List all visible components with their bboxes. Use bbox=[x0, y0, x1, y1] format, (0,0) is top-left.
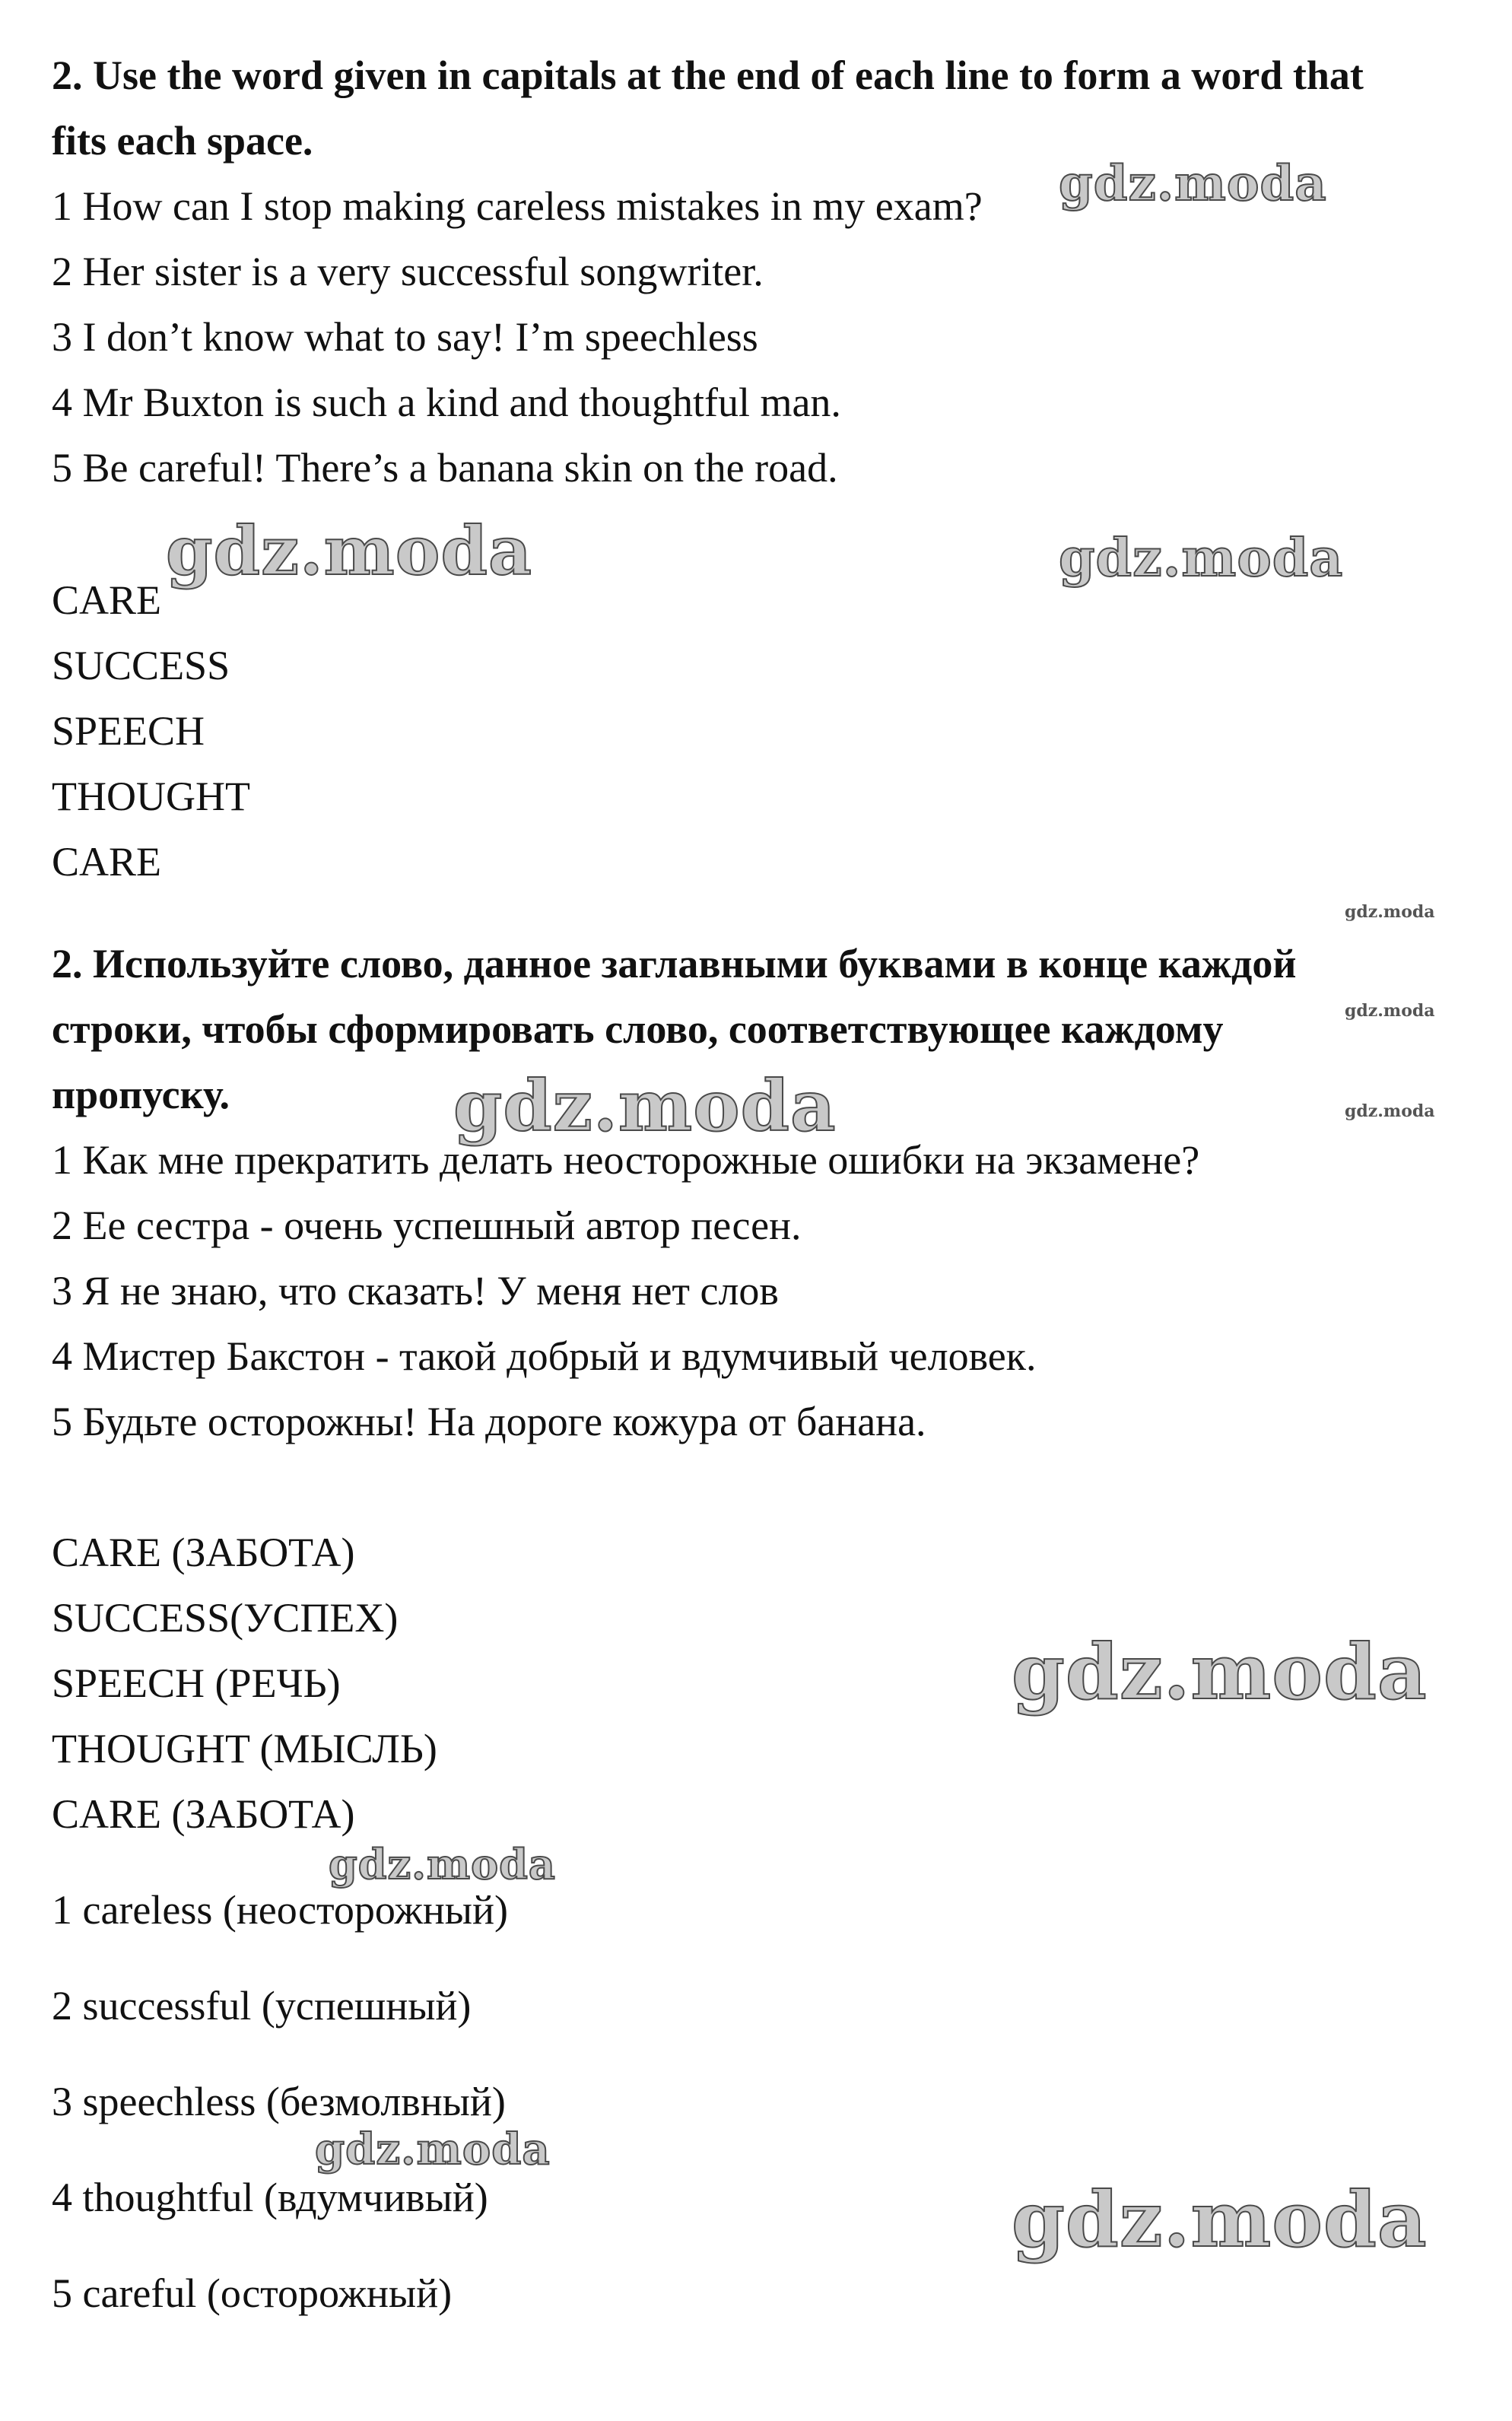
sentence-en-3: 3 I don’t know what to say! I’m speechless bbox=[52, 314, 758, 360]
watermark-small: gdz.moda bbox=[1345, 1001, 1435, 1021]
sentence-ru-1: 1 Как мне прекратить делать неосторожные ошибки на экзамене? bbox=[52, 1137, 1200, 1183]
watermark-logo: gdz.moda bbox=[329, 1840, 556, 1889]
sentence-ru-2: 2 Ее сестра - очень успешный автор песен. bbox=[52, 1203, 802, 1248]
sentence-ru-3: 3 Я не знаю, что сказать! У меня нет слов bbox=[52, 1268, 779, 1314]
answer-2: 2 successful (успешный) bbox=[52, 1983, 472, 2029]
answer-4: 4 thoughtful (вдумчивый) bbox=[52, 2175, 488, 2220]
answer-3: 3 speechless (безмолвный) bbox=[52, 2079, 506, 2124]
task-heading-ru-line3: пропуску. bbox=[52, 1072, 230, 1117]
word-en-4: THOUGHT bbox=[52, 774, 250, 819]
task-heading-en-line2: fits each space. bbox=[52, 118, 313, 164]
watermark-logo: gdz.moda bbox=[453, 1065, 837, 1147]
sentence-en-4: 4 Mr Buxton is such a kind and thoughtful man. bbox=[52, 380, 841, 425]
task-heading-ru-line2: строки, чтобы сформировать слово, соответствующее каждому bbox=[52, 1006, 1224, 1052]
watermark-small: gdz.moda bbox=[1345, 902, 1435, 922]
answer-1: 1 careless (неосторожный) bbox=[52, 1887, 508, 1933]
watermark-small: gdz.moda bbox=[1345, 1101, 1435, 1121]
word-ru-4: THOUGHT (МЫСЛЬ) bbox=[52, 1726, 437, 1771]
word-en-2: SUCCESS bbox=[52, 643, 230, 688]
watermark-logo: gdz.moda bbox=[1012, 1627, 1428, 1717]
watermark-logo: gdz.moda bbox=[1059, 528, 1344, 589]
word-ru-5: CARE (ЗАБОТА) bbox=[52, 1791, 355, 1837]
word-ru-2: SUCCESS(УСПЕХ) bbox=[52, 1595, 399, 1641]
word-en-1: CARE bbox=[52, 577, 162, 623]
watermark-logo: gdz.moda bbox=[1059, 155, 1327, 212]
watermark-logo: gdz.moda bbox=[166, 511, 533, 590]
word-ru-1: CARE (ЗАБОТА) bbox=[52, 1530, 355, 1575]
sentence-ru-4: 4 Мистер Бакстон - такой добрый и вдумчивый человек. bbox=[52, 1333, 1037, 1379]
word-en-5: CARE bbox=[52, 839, 162, 885]
task-heading-ru-line1: 2. Используйте слово, данное заглавными буквами в конце каждой bbox=[52, 941, 1297, 987]
watermark-logo: gdz.moda bbox=[1012, 2175, 1428, 2264]
word-ru-3: SPEECH (РЕЧЬ) bbox=[52, 1660, 341, 1706]
sentence-ru-5: 5 Будьте осторожны! На дороге кожура от банана. bbox=[52, 1399, 926, 1444]
task-heading-en-line1: 2. Use the word given in capitals at the end of each line to form a word that bbox=[52, 52, 1364, 98]
sentence-en-2: 2 Her sister is a very successful songwriter. bbox=[52, 249, 764, 294]
sentence-en-1: 1 How can I stop making careless mistakes in my exam? bbox=[52, 183, 983, 229]
word-en-3: SPEECH bbox=[52, 708, 205, 754]
sentence-en-5: 5 Be careful! There’s a banana skin on the road. bbox=[52, 445, 838, 491]
answer-5: 5 careful (осторожный) bbox=[52, 2270, 453, 2316]
watermark-logo: gdz.moda bbox=[315, 2124, 551, 2175]
